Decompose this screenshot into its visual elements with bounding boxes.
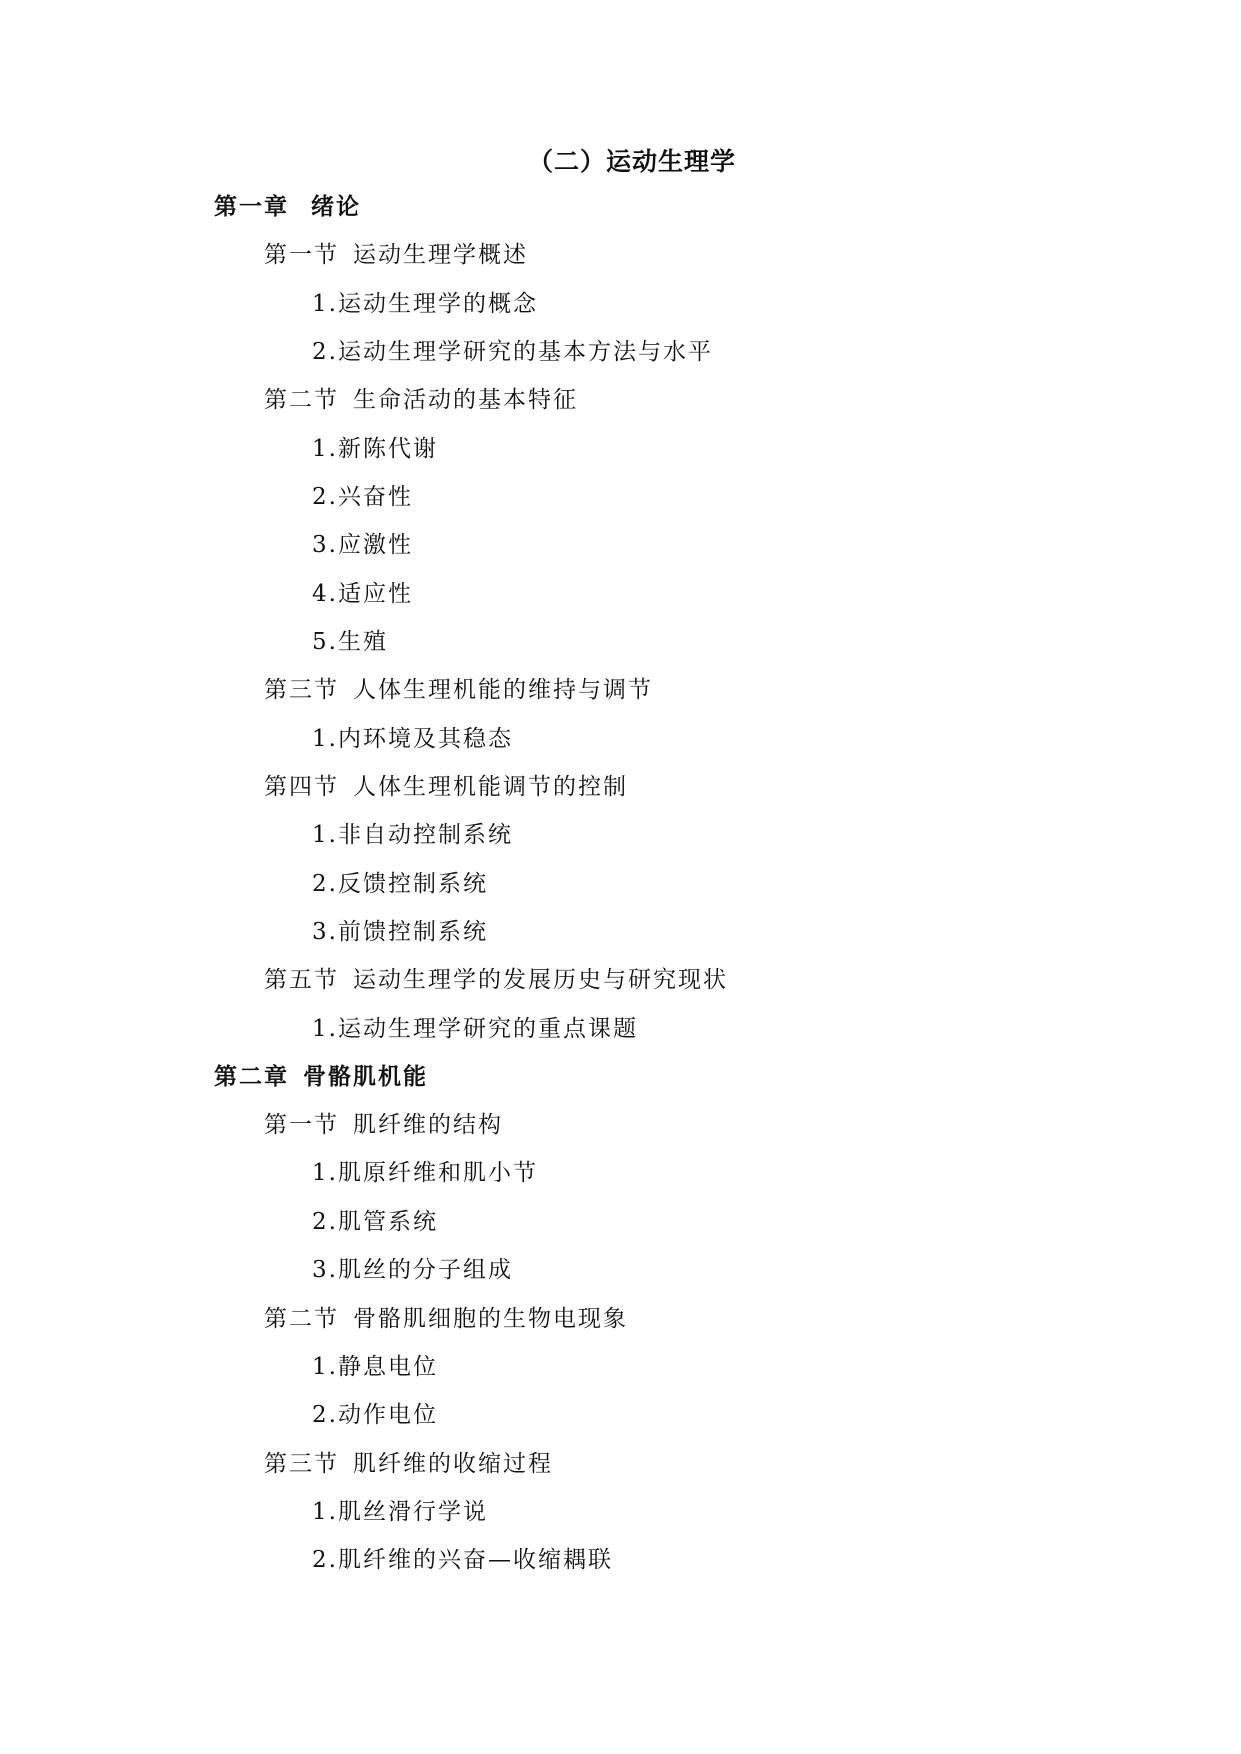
section-heading	[264, 1449, 553, 1479]
section-heading	[264, 675, 653, 705]
list-item: 3.前馈控制系统	[312, 919, 488, 945]
list-item: 2.运动生理学研究的基本方法与水平	[312, 339, 713, 365]
section-number: 第一节	[264, 1112, 339, 1138]
list-item: 1.静息电位	[312, 1354, 438, 1380]
section-number: 第三节	[264, 677, 339, 703]
section-number: 第五节	[264, 967, 339, 993]
list-item: 2.肌纤维的兴奋—收缩耦联	[312, 1547, 613, 1573]
section-title: 运动生理学的发展历史与研究现状	[353, 967, 728, 993]
section-title: 肌纤维的结构	[353, 1112, 503, 1138]
page-title: （二）运动生理学	[528, 147, 737, 176]
section-heading	[264, 385, 578, 415]
section-title: 骨骼肌细胞的生物电现象	[353, 1306, 628, 1332]
list-item: 1.运动生理学的概念	[312, 291, 538, 317]
section-number: 第三节	[264, 1451, 339, 1477]
list-item: 3.应激性	[312, 532, 413, 558]
chapter-1-heading	[214, 192, 361, 222]
section-title: 生命活动的基本特征	[353, 387, 578, 413]
list-item: 1.肌丝滑行学说	[312, 1499, 488, 1525]
list-item: 3.肌丝的分子组成	[312, 1257, 513, 1283]
section-title: 人体生理机能的维持与调节	[353, 677, 653, 703]
list-item: 1.运动生理学研究的重点课题	[312, 1016, 638, 1042]
section-title: 人体生理机能调节的控制	[353, 774, 628, 800]
list-item: 1.肌原纤维和肌小节	[312, 1160, 538, 1186]
chapter-title: 绪论	[311, 194, 361, 220]
section-heading	[264, 1110, 503, 1140]
section-title: 肌纤维的收缩过程	[353, 1451, 553, 1477]
list-item: 1.非自动控制系统	[312, 822, 513, 848]
list-item: 2.肌管系统	[312, 1209, 438, 1235]
section-heading	[264, 965, 728, 995]
list-item: 2.动作电位	[312, 1402, 438, 1428]
section-number: 第二节	[264, 1306, 339, 1332]
section-heading	[264, 772, 628, 802]
list-item: 2.反馈控制系统	[312, 871, 488, 897]
section-number: 第一节	[264, 242, 339, 268]
chapter-number: 第一章	[214, 194, 289, 220]
list-item: 1.新陈代谢	[312, 436, 438, 462]
chapter-2-heading	[214, 1062, 428, 1092]
chapter-title: 骨骼肌机能	[303, 1064, 428, 1090]
list-item: 1.内环境及其稳态	[312, 726, 513, 752]
section-title: 运动生理学概述	[353, 242, 528, 268]
section-number: 第二节	[264, 387, 339, 413]
list-item: 4.适应性	[312, 581, 413, 607]
list-item: 5.生殖	[312, 629, 388, 655]
chapter-number: 第二章	[214, 1064, 289, 1090]
list-item: 2.兴奋性	[312, 484, 413, 510]
section-heading	[264, 240, 528, 270]
section-number: 第四节	[264, 774, 339, 800]
section-heading	[264, 1304, 628, 1334]
